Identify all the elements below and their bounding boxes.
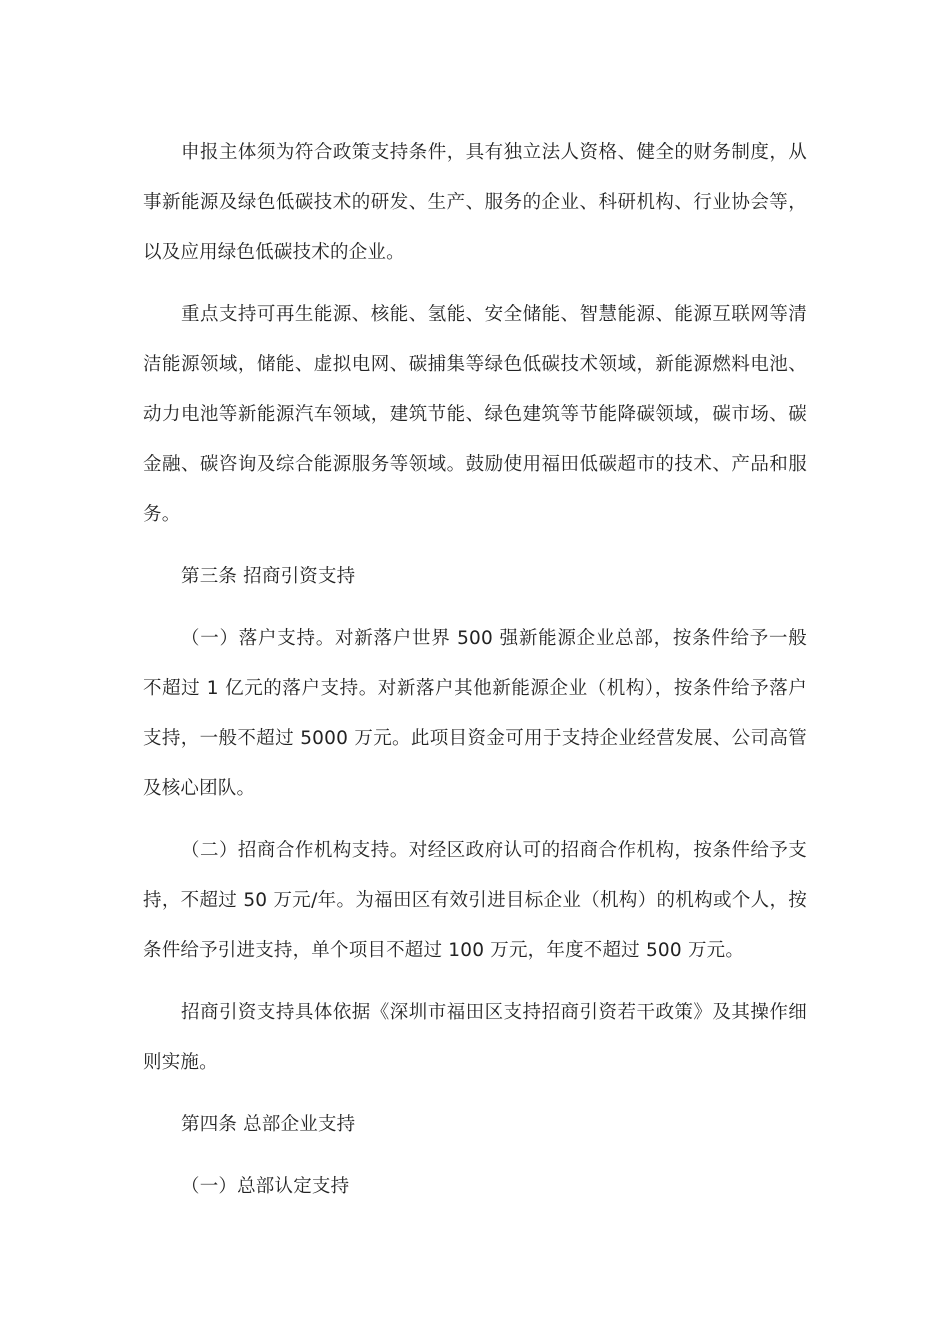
paragraph-investment-policy-basis: 招商引资支持具体依据《深圳市福田区支持招商引资若干政策》及其操作细则实施。 xyxy=(143,1002,807,1073)
paragraph-spacer xyxy=(143,814,807,826)
paragraph-spacer xyxy=(143,278,807,290)
paragraph-hq-recognition-support: （一）总部认定支持 xyxy=(181,1176,350,1197)
paragraph-key-support-areas: 重点支持可再生能源、核能、氢能、安全储能、智慧能源、能源互联网等清洁能源领域，储能、虚拟电网、碳捕集等绿色低碳技术领域，新能源燃料电池、动力电池等新能源汽车领域，建筑节能、绿色建筑等节能降碳领域，碳市场、碳金融、碳咨询及综合能源服务等领域。鼓励使用福田低碳超市的技术、产品和服务。 xyxy=(143,304,807,525)
paragraph-investment-agency-support: （二）招商合作机构支持。对经区政府认可的招商合作机构，按条件给予支持，不超过 50 万元/年。为福田区有效引进目标企业（机构）的机构或个人，按条件给予引进支持，单个项目不超过 100 万元，年度不超过 500 万元。 xyxy=(143,840,807,961)
paragraph-spacer xyxy=(143,1150,807,1162)
document-body xyxy=(143,128,807,1212)
article-3-heading: 第三条 招商引资支持 xyxy=(181,566,356,587)
paragraph-settlement-support: （一）落户支持。对新落户世界 500 强新能源企业总部，按条件给予一般不超过 1 亿元的落户支持。对新落户其他新能源企业（机构），按条件给予落户支持，一般不超过 5000 万元。此项目资金可用于支持企业经营发展、公司高管及核心团队。 xyxy=(143,628,807,799)
paragraph-applicant-eligibility: 申报主体须为符合政策支持条件，具有独立法人资格、健全的财务制度，从事新能源及绿色低碳技术的研发、生产、服务的企业、科研机构、行业协会等，以及应用绿色低碳技术的企业。 xyxy=(143,142,807,263)
paragraph-spacer xyxy=(143,1088,807,1100)
paragraph-spacer xyxy=(143,602,807,614)
paragraph-spacer xyxy=(143,976,807,988)
paragraph-spacer xyxy=(143,540,807,552)
article-4-heading: 第四条 总部企业支持 xyxy=(181,1114,356,1135)
